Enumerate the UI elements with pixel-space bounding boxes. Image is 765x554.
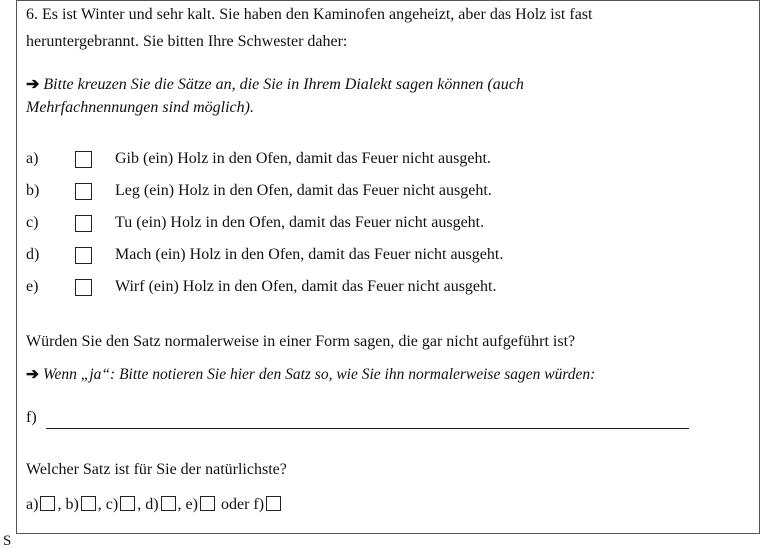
question-line-2: heruntergebrannt. Sie bitten Ihre Schwester daher: xyxy=(26,33,348,50)
natural-letter-d: , d) xyxy=(137,496,159,513)
option-text-c: Tu (ein) Holz in den Ofen, damit das Feuer nicht ausgeht. xyxy=(115,214,485,231)
natural-checkbox-f[interactable] xyxy=(266,496,281,511)
option-text-b: Leg (ein) Holz in den Ofen, damit das Feuer nicht ausgeht. xyxy=(115,182,492,199)
natural-letter-b: , b) xyxy=(57,496,79,513)
natural-checkbox-d[interactable] xyxy=(161,496,176,511)
natural-letter-a: a) xyxy=(26,496,39,513)
checkbox-c[interactable] xyxy=(75,215,92,232)
option-text-e: Wirf (ein) Holz in den Ofen, damit das Feuer nicht ausgeht. xyxy=(115,278,497,295)
instruction-line-1 xyxy=(26,74,524,94)
followup-question: Würden Sie den Satz normalerweise in einer Form sagen, die gar nicht aufgeführt ist? xyxy=(26,333,576,350)
natural-options-row xyxy=(26,496,283,514)
option-text-d: Mach (ein) Holz in den Ofen, damit das Feuer nicht ausgeht. xyxy=(115,246,504,263)
natural-checkbox-e[interactable] xyxy=(200,496,215,511)
checkbox-b[interactable] xyxy=(75,183,92,200)
followup-instruction-text: Wenn „ja“: Bitte notieren Sie hier den Satz so, wie Sie ihn normalerweise sagen würden: xyxy=(43,366,596,383)
answer-line-f[interactable] xyxy=(46,428,689,429)
natural-question: Welcher Satz ist für Sie der natürlichste? xyxy=(26,461,287,478)
option-letter-b: b) xyxy=(26,182,40,199)
question-line-1: 6. Es ist Winter und sehr kalt. Sie haben den Kaminofen angeheizt, aber das Holz ist fast xyxy=(26,6,593,23)
stray-mark: S xyxy=(3,533,12,549)
option-text-a: Gib (ein) Holz in den Ofen, damit das Feuer nicht ausgeht. xyxy=(115,150,491,167)
instruction-line-2: Mehrfachnennungen sind möglich). xyxy=(26,99,254,116)
option-letter-f: f) xyxy=(26,409,37,426)
natural-checkbox-a[interactable] xyxy=(40,496,55,511)
arrow-icon: ➔ xyxy=(26,366,39,383)
instruction-text-1: Bitte kreuzen Sie die Sätze an, die Sie in Ihrem Dialekt sagen können (auch xyxy=(43,76,524,93)
natural-letter-c: , c) xyxy=(97,496,119,513)
arrow-icon: ➔ xyxy=(26,76,40,93)
checkbox-e[interactable] xyxy=(75,279,92,296)
natural-checkbox-c[interactable] xyxy=(120,496,135,511)
option-letter-e: e) xyxy=(26,278,39,295)
followup-instruction xyxy=(26,365,595,384)
natural-letter-e: , e) xyxy=(177,496,198,513)
option-letter-d: d) xyxy=(26,246,40,263)
option-letter-a: a) xyxy=(26,150,39,167)
option-letter-c: c) xyxy=(26,214,39,231)
checkbox-d[interactable] xyxy=(75,247,92,264)
natural-checkbox-b[interactable] xyxy=(81,496,96,511)
natural-letter-f: oder f) xyxy=(220,496,265,513)
checkbox-a[interactable] xyxy=(75,151,92,168)
